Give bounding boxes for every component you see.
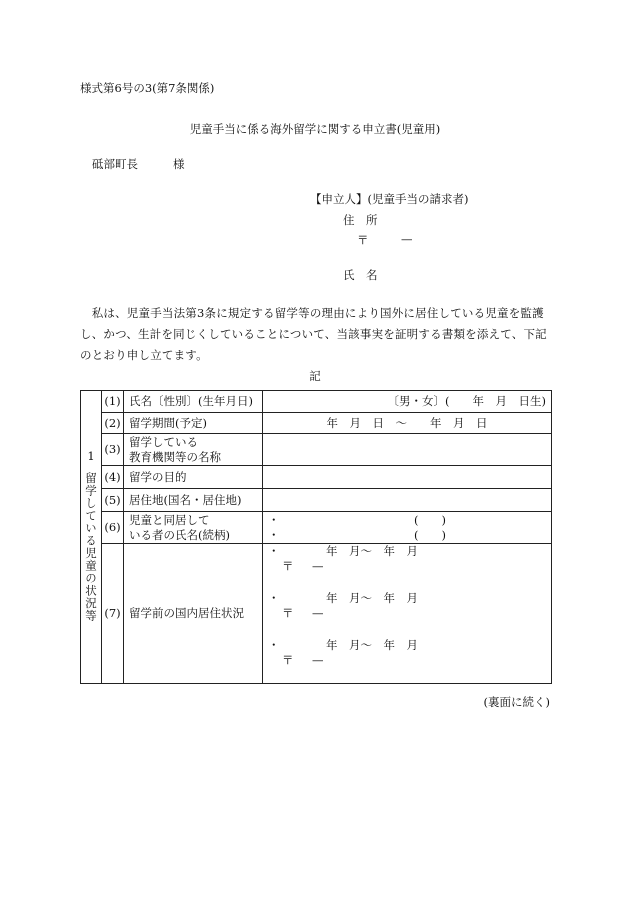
postal-dash: —: [312, 559, 324, 573]
row-number: (2): [102, 413, 124, 434]
bullet: ・: [268, 512, 280, 527]
declaration-text: 私は、児童手当法第3条に規定する留学等の理由により国外に居住している児童を監護し、かつ、生計を同じくしていることについて、当該事実を証明する書類を添えて、下記のとおり申し立てます。: [80, 306, 547, 362]
table-row: [81, 512, 552, 544]
row-label: 留学の目的: [124, 466, 263, 489]
bullet: ・: [268, 591, 280, 605]
study-period-field[interactable]: 年 月 日 ～ 年 月 日: [263, 413, 552, 434]
row-number: (4): [102, 466, 124, 489]
row-label-line: 児童と同居して: [129, 512, 210, 527]
row-label-line: 留学している: [129, 434, 198, 449]
address-label: 住 所: [343, 213, 378, 227]
stay-period-line: [268, 544, 546, 559]
row-label-line: 教育機関等の名称: [129, 449, 221, 464]
row-number: (7): [102, 544, 124, 684]
row-number: (3): [102, 434, 124, 466]
purpose-field[interactable]: [263, 466, 552, 489]
stay-address-line: [268, 559, 546, 574]
stay-period-line: [268, 591, 546, 606]
table-row: [81, 466, 552, 489]
stay-address-line: [268, 606, 546, 621]
name-label: 氏 名: [343, 268, 378, 282]
child-status-table: [80, 390, 552, 684]
form-id: 様式第6号の3(第7条関係): [80, 81, 215, 95]
ki-label: 記: [309, 369, 321, 383]
postal-mark: 〒: [282, 606, 294, 620]
row-number: (6): [102, 512, 124, 544]
row-number: (5): [102, 489, 124, 512]
row-number: (1): [102, 391, 124, 413]
relation-paren: ( ): [414, 527, 446, 542]
page-title: 児童手当に係る海外留学に関する申立書(児童用): [189, 122, 441, 136]
bullet: ・: [268, 527, 280, 542]
stay-address-line: [268, 653, 546, 668]
row-label: 居住地(国名・居住地): [124, 489, 263, 512]
recipient-honorific: 様: [173, 157, 185, 171]
cohabitant-field[interactable]: [263, 512, 552, 544]
postal-mark: 〒: [357, 233, 369, 247]
table-row: [81, 434, 552, 466]
postal-dash: —: [312, 606, 324, 620]
section-label: 留学している児童の状況等: [84, 471, 98, 622]
stay-period: 年 月～ 年 月: [326, 591, 418, 605]
stay-period: 年 月～ 年 月: [326, 544, 418, 558]
applicant-heading: 【申立人】(児童手当の請求者): [310, 192, 469, 206]
bullet: ・: [268, 544, 280, 558]
cohabitant-entry: [268, 528, 546, 543]
section-cell: [81, 391, 102, 684]
postal-dash: —: [401, 232, 413, 246]
row-label-line: いる者の氏名(続柄): [129, 527, 230, 542]
row-label: 留学前の国内居住状況: [124, 544, 263, 684]
postal-dash: —: [312, 653, 324, 667]
section-number: 1: [87, 448, 95, 463]
bullet: ・: [268, 638, 280, 652]
residence-field[interactable]: [263, 489, 552, 512]
continued-note: (裏面に続く): [483, 695, 550, 709]
row-label: 氏名〔性別〕(生年月日): [124, 391, 263, 413]
table-row: [81, 391, 552, 413]
postal-mark: 〒: [282, 653, 294, 667]
table-row: [81, 413, 552, 434]
stay-period-line: [268, 638, 546, 653]
postal-mark: 〒: [282, 559, 294, 573]
recipient-name: 砥部町長: [92, 157, 138, 171]
institution-field[interactable]: [263, 434, 552, 466]
relation-paren: ( ): [414, 512, 446, 527]
row-label: 留学期間(予定): [124, 413, 263, 434]
stay-period: 年 月～ 年 月: [326, 638, 418, 652]
row-label: [124, 434, 263, 466]
table-row: [81, 489, 552, 512]
name-birth-field[interactable]: 〔男・女〕( 年 月 日生): [263, 391, 552, 413]
prior-residence-field[interactable]: [263, 544, 552, 684]
cohabitant-entry: [268, 513, 546, 528]
table-row: [81, 544, 552, 684]
row-label: [124, 512, 263, 544]
